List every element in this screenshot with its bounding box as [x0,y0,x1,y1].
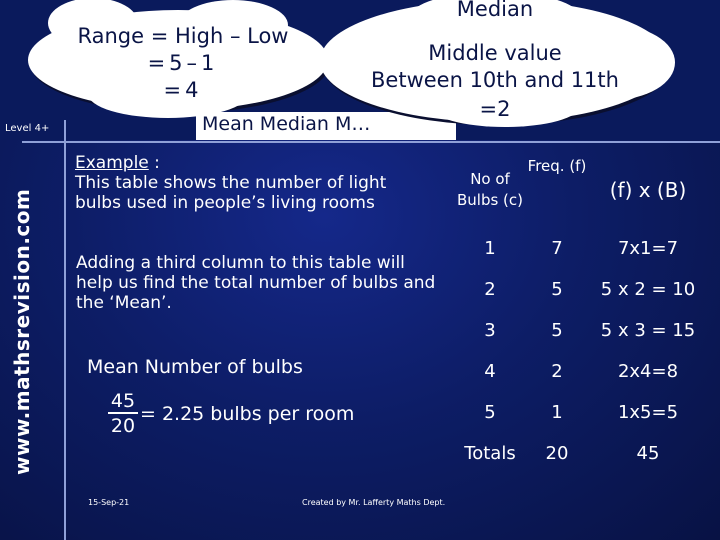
header-bulbs: No of Bulbs (c) [456,170,524,209]
totals-label: Totals [464,443,516,464]
example-text: Example : This table shows the number of light bulbs used in people’s living rooms [75,153,387,213]
mean-fraction [108,390,138,438]
table-cell: 1x5=5 [617,402,679,423]
table-cell: 7x1=7 [617,238,679,259]
table-cell: 5 [551,320,563,341]
table-row [454,310,708,351]
median-definition: Middle value [428,41,562,65]
totals-frequency: 20 [545,443,569,464]
header-frequency: Freq. (f) [527,157,587,175]
page-heading: Mean Median M… [202,113,371,135]
level-label: Level 4+ [5,123,50,134]
table-row [454,392,708,433]
table-cell: 1 [484,238,496,259]
table-cell: 1 [551,402,563,423]
median-position: Between 10th and 11th [371,68,619,92]
mean-title: Mean Number of bulbs [87,356,303,378]
table-cell: 7 [551,238,563,259]
table-cell: 2 [484,279,496,300]
example-description: This table shows the number of light bulbs used in people’s living rooms [75,173,387,213]
table-row [454,351,708,392]
table-header-row [454,152,708,228]
table-cell: 5 [484,402,496,423]
table-row [454,269,708,310]
table-cell: 2 [551,361,563,382]
table-cell: 4 [484,361,496,382]
median-answer: =2 [479,97,511,121]
table-totals-row [454,433,708,474]
table-cell: 2x4=8 [617,361,679,382]
totals-product: 45 [636,443,660,464]
horizontal-rule [22,141,720,143]
table-cell: 5 [551,279,563,300]
median-title: Median [456,0,534,21]
table-cell: 3 [484,320,496,341]
table-row [454,228,708,269]
mean-result: = 2.25 bulbs per room [140,403,355,425]
footer-date: 15-Sep-21 [88,498,130,507]
vertical-rule [64,120,66,540]
table-cell: 5 x 3 = 15 [600,320,696,341]
range-substitution: =5–1 [147,51,219,75]
example-label: Example [75,153,149,173]
adding-column-text: Adding a third column to this table will help us find the total number of bulbs and the ‘Mean’. [76,253,436,313]
range-formula: Range = High – Low [77,24,289,48]
frequency-table [454,152,708,474]
range-cloud [28,10,328,110]
fraction-numerator: 45 [108,390,138,414]
range-answer: =4 [163,78,203,102]
table-cell: 5 x 2 = 10 [600,279,696,300]
header-product: (f) x (B) [609,178,687,202]
median-cloud [320,0,670,122]
footer-credit: Created by Mr. Lafferty Maths Dept. [302,498,446,507]
site-url: www.mathsrevision.com [10,188,34,475]
fraction-denominator: 20 [110,415,136,437]
